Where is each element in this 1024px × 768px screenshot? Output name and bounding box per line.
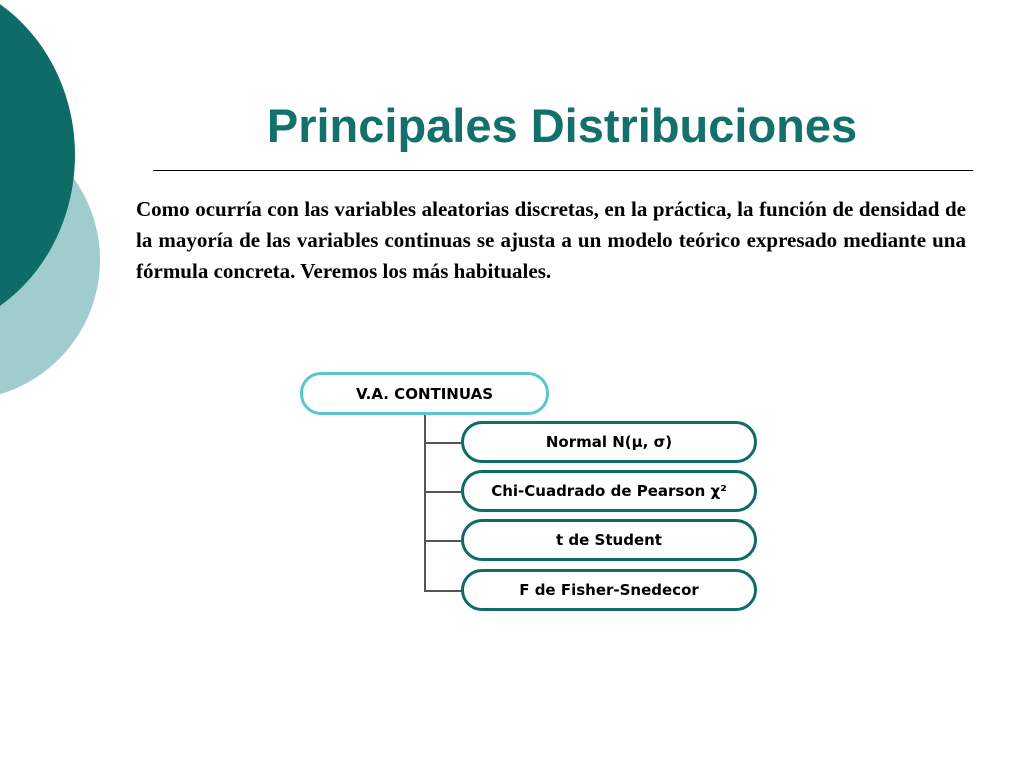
child-node-f-fisher [461,569,757,611]
child-node-label: F de Fisher-Snedecor [519,581,699,599]
tree-branch-line [424,540,462,542]
child-node-label: Chi-Cuadrado de Pearson χ² [491,482,727,500]
child-node-t-student [461,519,757,561]
child-node-chi-cuadrado [461,470,757,512]
tree-branch-line [424,442,462,444]
child-node-normal [461,421,757,463]
slide-body-text: Como ocurría con las variables aleatorias discretas, en la práctica, la función de densidad de la mayoría de las variables continuas se ajusta a un modelo teórico expresado mediante una fórmula concreta. Veremos los más habituales. [136,197,966,283]
child-node-label: Normal N(μ, σ) [545,433,673,451]
root-node-va-continuas [300,372,549,415]
tree-branch-line [424,491,462,493]
root-node-label: V.A. CONTINUAS [356,384,493,403]
slide-title: Principales Distribuciones [266,99,858,152]
child-node-label: t de Student [556,531,662,549]
tree-branch-line [424,590,462,592]
